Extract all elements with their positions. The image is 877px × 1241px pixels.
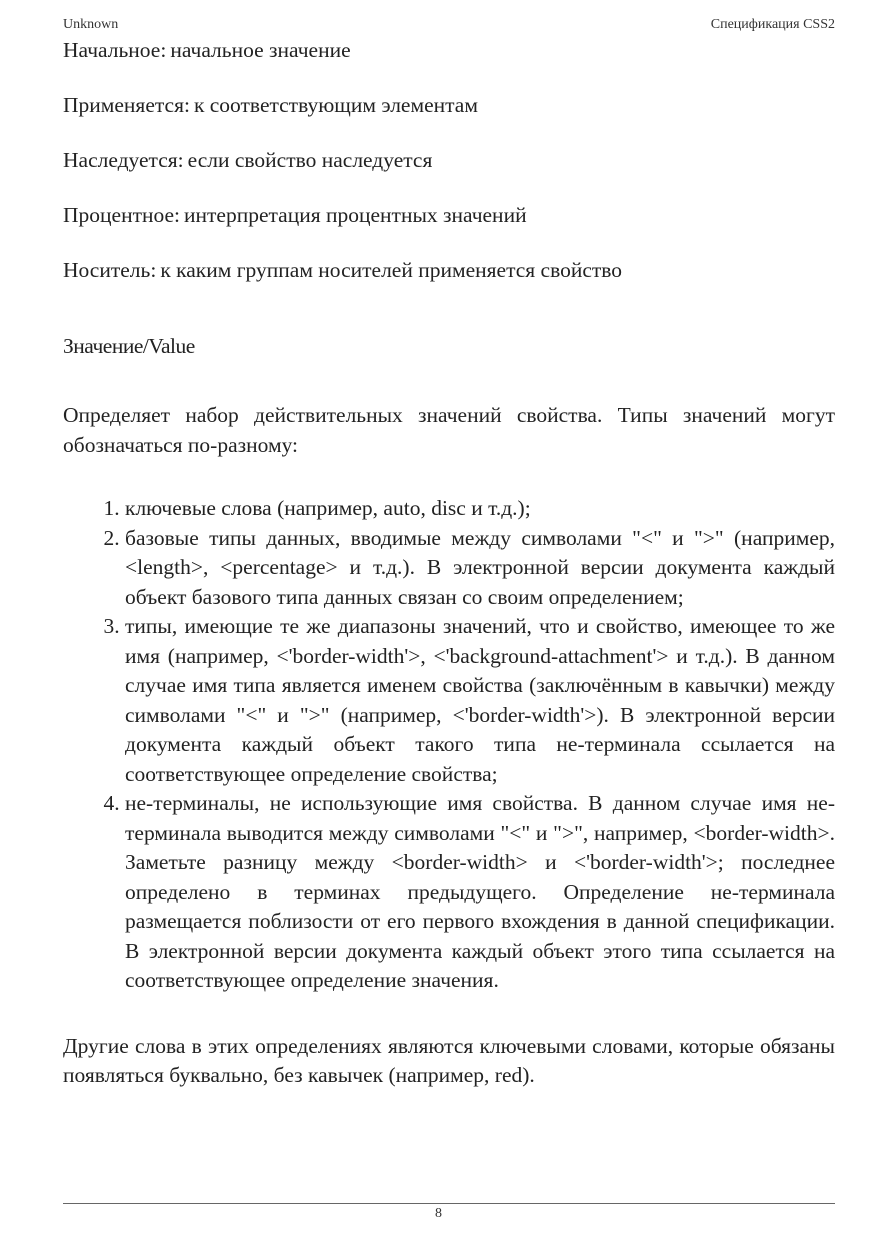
property-label: Процентное: bbox=[63, 203, 181, 227]
list-item: 4. не-терминалы, не использующие имя свойства. В данном случае имя не-терминала выводится между символами "<" и ">", например, <border-width>. Заметьте разницу между <border-width> и <'border-width'>; последнее определено в терминах предыдущего. Определение не-терминала размещается поблизости от его первого вхождения в данной спецификации. В электронной версии документа каждый объект этого типа ссылается на соответствующее определение значения. bbox=[125, 789, 835, 996]
property-value: к каким группам носителей применяется свойство bbox=[160, 258, 623, 282]
property-label: Наследуется: bbox=[63, 148, 184, 172]
list-item: 3. типы, имеющие те же диапазоны значений, что и свойство, имеющее то же имя (например, <'border-width'>, <'background-attachment'> и т.д.). В данном случае имя типа является именем свойства (заключённым в кавычки) между символами "<" и ">" (например, <'border-width'>). В электронной версии документа каждый объект такого типа не-терминала ссылается на соответствующее определение свойства; bbox=[125, 612, 835, 789]
property-label: Начальное: bbox=[63, 38, 167, 62]
property-initial bbox=[63, 36, 835, 66]
running-header-left: Unknown bbox=[63, 17, 119, 32]
property-value: интерпретация процентных значений bbox=[184, 203, 527, 227]
property-value: начальное значение bbox=[170, 38, 351, 62]
property-applies bbox=[63, 91, 835, 121]
property-inherited bbox=[63, 146, 835, 176]
property-value: если свойство наследуется bbox=[187, 148, 433, 172]
intro-paragraph: Определяет набор действительных значений свойства. Типы значений могут обозначаться по-разному: bbox=[63, 403, 835, 457]
running-header-right: Спецификация CSS2 bbox=[710, 17, 835, 32]
page-number: 8 bbox=[435, 1206, 442, 1221]
property-media bbox=[63, 256, 835, 286]
section-title: Значение/Value bbox=[63, 333, 195, 358]
list-item: 1. ключевые слова (например, auto, disc и т.д.); bbox=[125, 494, 835, 524]
list-item: 2. базовые типы данных, вводимые между символами "<" и ">" (например, <length>, <percentage> и т.д.). В электронной версии документа каждый объект базового типа данных связан со своим определением; bbox=[125, 524, 835, 613]
closing-paragraph: Другие слова в этих определениях являются ключевыми словами, которые обязаны появляться буквально, без кавычек (например, red). bbox=[63, 1033, 835, 1087]
property-label: Применяется: bbox=[63, 93, 190, 117]
property-value: к соответствующим элементам bbox=[193, 93, 478, 117]
property-label: Носитель: bbox=[63, 258, 157, 282]
page-body bbox=[63, 36, 835, 1091]
property-percentages bbox=[63, 201, 835, 231]
value-types-list bbox=[63, 494, 835, 996]
footer-divider bbox=[63, 1203, 835, 1204]
